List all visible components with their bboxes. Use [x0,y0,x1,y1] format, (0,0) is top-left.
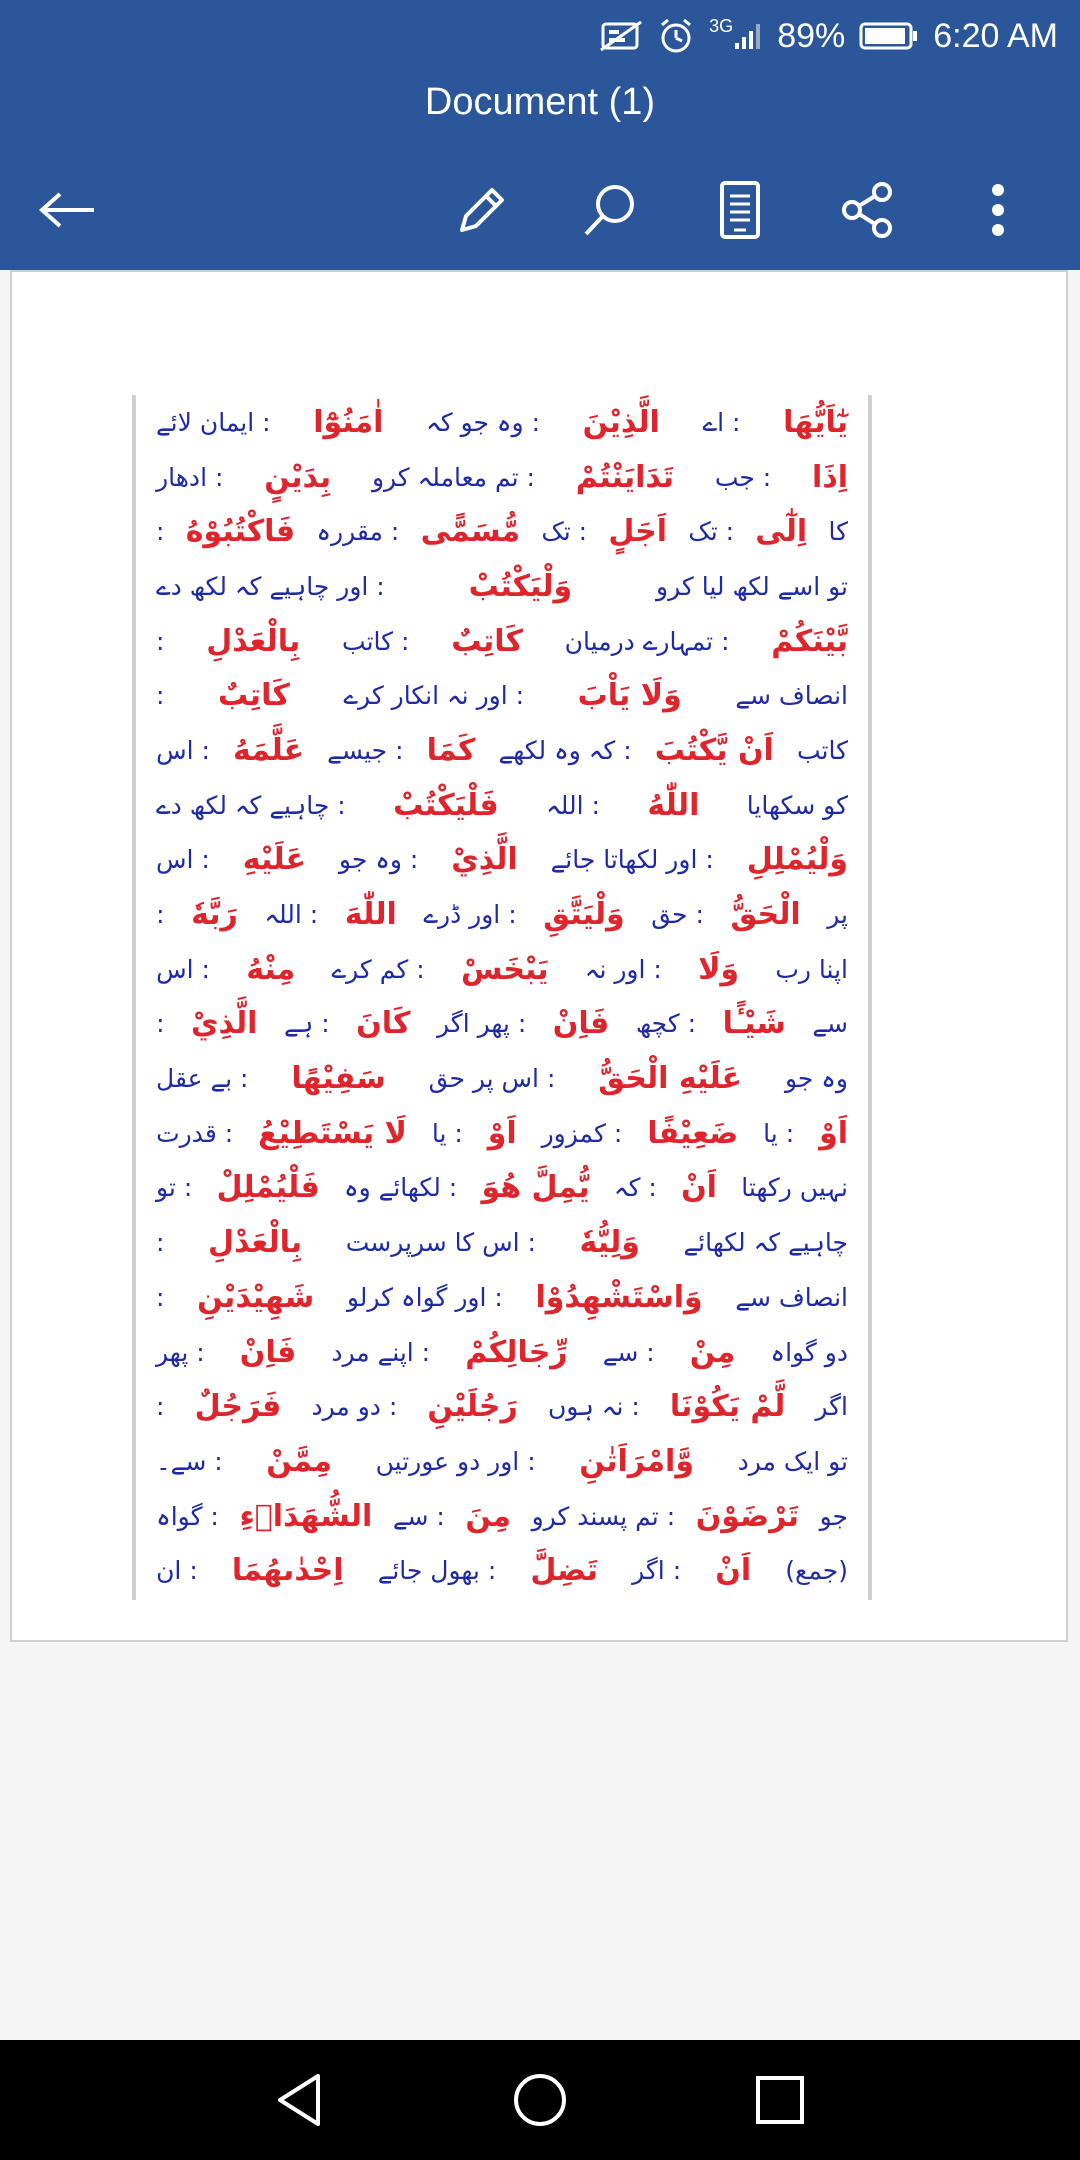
arabic-word: فَلْيَكْتُبْ [393,787,499,823]
arabic-word: فَاِنْ [239,1334,297,1370]
text-line [136,1161,868,1216]
app-bar [0,0,1080,270]
back-arrow-icon [38,190,98,230]
urdu-translation: : لکھائے وہ [344,1173,458,1203]
arabic-word: مِنْهُ [246,951,296,987]
urdu-translation: : تک [541,517,588,547]
edit-button[interactable] [432,160,532,260]
urdu-translation: : تم معاملہ کرو [371,462,535,492]
urdu-translation: تو اسے لکھ لیا کرو [656,571,848,601]
urdu-translation: : [156,681,165,711]
urdu-translation: : گواہ [156,1501,219,1531]
urdu-translation: : [156,1009,165,1039]
urdu-translation: جو [819,1501,848,1531]
arabic-word: مِنَ [465,1498,511,1534]
arabic-word: كَاتِبٌ [451,623,523,659]
arabic-word: اَنْ يَّكْتُبَ [654,732,774,768]
arabic-word: وَلَا يَاْبَ [577,678,682,714]
urdu-translation: انصاف سے [735,1282,848,1312]
urdu-translation: : بے عقل [156,1064,249,1094]
reading-view-icon [718,180,762,240]
share-icon [838,180,898,240]
text-line [136,887,868,942]
network-type: 3G [709,15,734,36]
urdu-translation: : اللہ [264,900,319,930]
urdu-translation: دو گواہ [770,1337,848,1367]
alarm-icon [657,17,695,55]
arabic-word: وَّامْرَاَتٰنِ [579,1443,694,1479]
arabic-word: بَّيْنَكُمْ [771,623,848,659]
text-line [136,1215,868,1270]
urdu-translation: اگر [815,1392,848,1422]
arabic-word: رِّجَالِكُمْ [465,1334,568,1370]
text-line [136,833,868,888]
text-line [136,1270,868,1325]
status-bar [0,0,1080,72]
urdu-translation: : دو مرد [311,1392,398,1422]
urdu-translation: : [156,517,165,547]
urdu-translation: نہیں رکھتا [741,1173,848,1203]
arabic-word: وَلْيَكْتُبْ [468,568,573,604]
arabic-word: بِدَيْنٍ [264,459,332,495]
triangle-back-icon [270,2070,330,2130]
urdu-translation: : تمہارے درمیان [564,626,730,656]
arabic-word: رَجُلَيْنِ [427,1389,518,1425]
urdu-translation: چاہیے کہ لکھائے [683,1228,848,1258]
urdu-translation: : [156,1392,165,1422]
urdu-translation: : [156,1282,165,1312]
urdu-translation: انصاف سے [735,681,848,711]
text-line [136,1434,868,1489]
arabic-word: الشُّهَدَاۗءِ [239,1498,373,1534]
urdu-translation: : سے [602,1337,655,1367]
urdu-translation: : اور دو عورتیں [375,1446,536,1476]
arabic-word: وَلْيُمْلِلِ [746,842,848,878]
arabic-word: وَاسْتَشْهِدُوْا [535,1279,703,1315]
arabic-word: فَلْيُمْلِلْ [216,1170,320,1206]
text-line [136,559,868,614]
back-button[interactable] [18,160,118,260]
arabic-word: فَاِنْ [552,1006,610,1042]
urdu-translation: : چاہیے کہ لکھ دے [156,790,346,820]
arabic-word: تَضِلَّ [530,1553,598,1589]
urdu-translation: : [156,1228,165,1258]
arabic-word: الْحَقُّ [730,897,801,933]
arabic-word: ضَعِيْفًا [647,1115,739,1151]
search-button[interactable] [560,160,660,260]
arabic-word: شَهِيْدَيْنِ [197,1279,315,1315]
text-line [136,1325,868,1380]
scanned-text-image [132,395,872,1600]
text-line [136,450,868,505]
document-title: Document (1) [424,81,656,123]
urdu-translation: : [156,900,165,930]
pencil-icon [454,182,510,238]
arabic-word: كَانَ [356,1006,411,1042]
urdu-translation: : کاتب [342,626,410,656]
urdu-translation: : اس کا سرپرست [345,1228,536,1258]
urdu-translation: : اور نہ [584,954,662,984]
urdu-translation: : ایمان لائے [156,407,271,437]
arabic-word: فَاكْتُبُوْهُ [185,514,296,550]
arabic-word: اِذَا [812,459,848,495]
search-icon [580,180,640,240]
arabic-word: عَلَّمَهُ [233,732,305,768]
urdu-translation: : اس [156,954,210,984]
urdu-translation: کو سکھایا [746,790,848,820]
arabic-word: اللّٰهَ [344,897,397,933]
urdu-translation: : بھول جائے [377,1556,497,1586]
urdu-translation: : حق [651,900,704,930]
text-line [136,504,868,559]
urdu-translation: : تک [688,517,735,547]
text-line [136,778,868,833]
arabic-word: سَفِيْهًا [291,1061,386,1097]
urdu-translation: : ان [156,1556,198,1586]
urdu-translation: : اس [156,845,210,875]
urdu-translation: : تم پسند کرو [531,1501,676,1531]
text-line [136,942,868,997]
urdu-translation: : وہ جو کہ [426,407,540,437]
arabic-word: اَنْ [715,1553,752,1589]
arabic-word: فَرَجُلٌ [194,1389,282,1425]
urdu-translation: پر [827,900,848,930]
arabic-word: اٰمَنُوْٓا [313,404,384,440]
arabic-word: وَلْيَتَّقِ [543,897,625,933]
urdu-translation: : ادھار [156,462,224,492]
urdu-translation: : پھر اگر [437,1009,527,1039]
signal-icon [709,15,763,51]
urdu-translation: : اگر [632,1556,682,1586]
urdu-translation: : کچھ [635,1009,697,1039]
urdu-translation: : اور نہ انکار کرے [343,681,525,711]
arabic-word: لَا يَسْتَطِيْعُ [258,1115,407,1151]
arabic-word: الَّذِيْنَ [582,404,660,440]
urdu-translation: کا [828,517,848,547]
clock: 6:20 AM [933,16,1058,55]
arabic-word: اللّٰهُ [647,787,700,823]
share-button[interactable] [818,160,918,260]
arabic-word: وَلَا [698,951,740,987]
battery-percent: 89% [777,16,846,55]
text-line [136,1379,868,1434]
arabic-word: تَرْضَوْنَ [695,1498,800,1534]
arabic-word: الَّذِيْ [191,1006,258,1042]
urdu-translation: : اور لکھاتا جائے [550,845,714,875]
arabic-word: شَيْـًٔا [722,1006,786,1042]
urdu-translation: : [156,626,165,656]
arabic-word: بِالْعَدْلِ [206,623,301,659]
text-line [136,395,868,450]
circle-home-icon [510,2070,570,2130]
urdu-translation: : اس [156,735,210,765]
urdu-translation: : اور گواہ کرلو [346,1282,503,1312]
arabic-word: بِالْعَدْلِ [208,1225,303,1261]
nav-recents-button[interactable] [730,2050,830,2150]
text-line [136,1051,868,1106]
urdu-translation: : کہ وہ لکھے [498,735,632,765]
urdu-translation: : کمزور [541,1118,623,1148]
arabic-word: اَجَلٍ [608,514,668,550]
toolbar [0,160,1080,260]
urdu-translation: : سے۔ [156,1446,223,1476]
urdu-translation: (جمع) [785,1556,848,1586]
urdu-translation: : کم کرے [331,954,425,984]
text-line [136,997,868,1052]
urdu-translation: کاتب [796,735,848,765]
arabic-word: يُّمِلَّ هُوَ [481,1170,590,1206]
urdu-translation: : اے [702,407,741,437]
urdu-translation: : نہ ہوں [547,1392,640,1422]
urdu-translation: : اور ڈرے [423,900,517,930]
arabic-word: مِنْ [689,1334,736,1370]
urdu-translation: : پھر [156,1337,205,1367]
urdu-translation: : مقررہ [316,517,400,547]
arabic-word: عَلَيْهِ الْحَقُّ [598,1061,743,1097]
urdu-translation: : قدرت [156,1118,234,1148]
arabic-word: اِلٰٓى [755,514,808,550]
arabic-word: اَوْ [487,1115,517,1151]
text-line [136,614,868,669]
arabic-word: رَبَّهٗ [191,897,238,933]
arabic-word: الَّذِيْ [451,842,518,878]
text-line [136,723,868,778]
arabic-word: كَمَا [426,732,476,768]
urdu-translation: : اللہ [546,790,600,820]
arabic-word: وَلِيُّهٗ [579,1225,640,1261]
urdu-translation: : اپنے مرد [331,1337,431,1367]
more-options-button[interactable] [948,160,1048,260]
urdu-translation: : اس پر حق [428,1064,556,1094]
text-line [136,1489,868,1544]
navigation-bar [0,2040,1080,2160]
nav-back-button[interactable] [250,2050,350,2150]
urdu-translation: اپنا رب [775,954,848,984]
arabic-word: مِمَّنْ [266,1443,332,1479]
urdu-translation: : جیسے [327,735,404,765]
urdu-translation: : جب [714,462,772,492]
urdu-translation: : اور چاہیے کہ لکھ دے [156,571,385,601]
urdu-translation: : کہ [613,1173,657,1203]
urdu-translation: سے [812,1009,848,1039]
urdu-translation: : یا [431,1118,463,1148]
battery-icon [859,21,919,51]
urdu-translation: تو ایک مرد [737,1446,848,1476]
urdu-translation: : ہے [283,1009,330,1039]
arabic-word: يَبْخَسْ [460,951,549,987]
arabic-word: اَوْ [819,1115,848,1151]
arabic-word: مُّسَمًّى [420,514,521,550]
urdu-translation: : یا [763,1118,795,1148]
text-line [136,1543,868,1598]
nav-home-button[interactable] [490,2050,590,2150]
urdu-translation: وہ جو [784,1064,848,1094]
more-vert-icon [988,180,1008,240]
text-line [136,1106,868,1161]
urdu-translation: : وہ جو [338,845,419,875]
square-recents-icon [750,2070,810,2130]
arabic-word: يٰٓاَيُّهَا [783,404,848,440]
reading-view-button[interactable] [690,160,790,260]
no-sim-icon [599,18,643,54]
arabic-word: اِحْدٰىهُمَا [231,1553,344,1589]
urdu-translation: : سے [392,1501,445,1531]
arabic-word: كَاتِبٌ [218,678,290,714]
urdu-translation: : تو [156,1173,193,1203]
arabic-word: اَنْ [681,1170,717,1206]
arabic-word: تَدَايَنْتُمْ [575,459,674,495]
arabic-word: لَّمْ يَكُوْنَا [669,1389,786,1425]
arabic-word: عَلَيْهِ [242,842,306,878]
text-line [136,668,868,723]
